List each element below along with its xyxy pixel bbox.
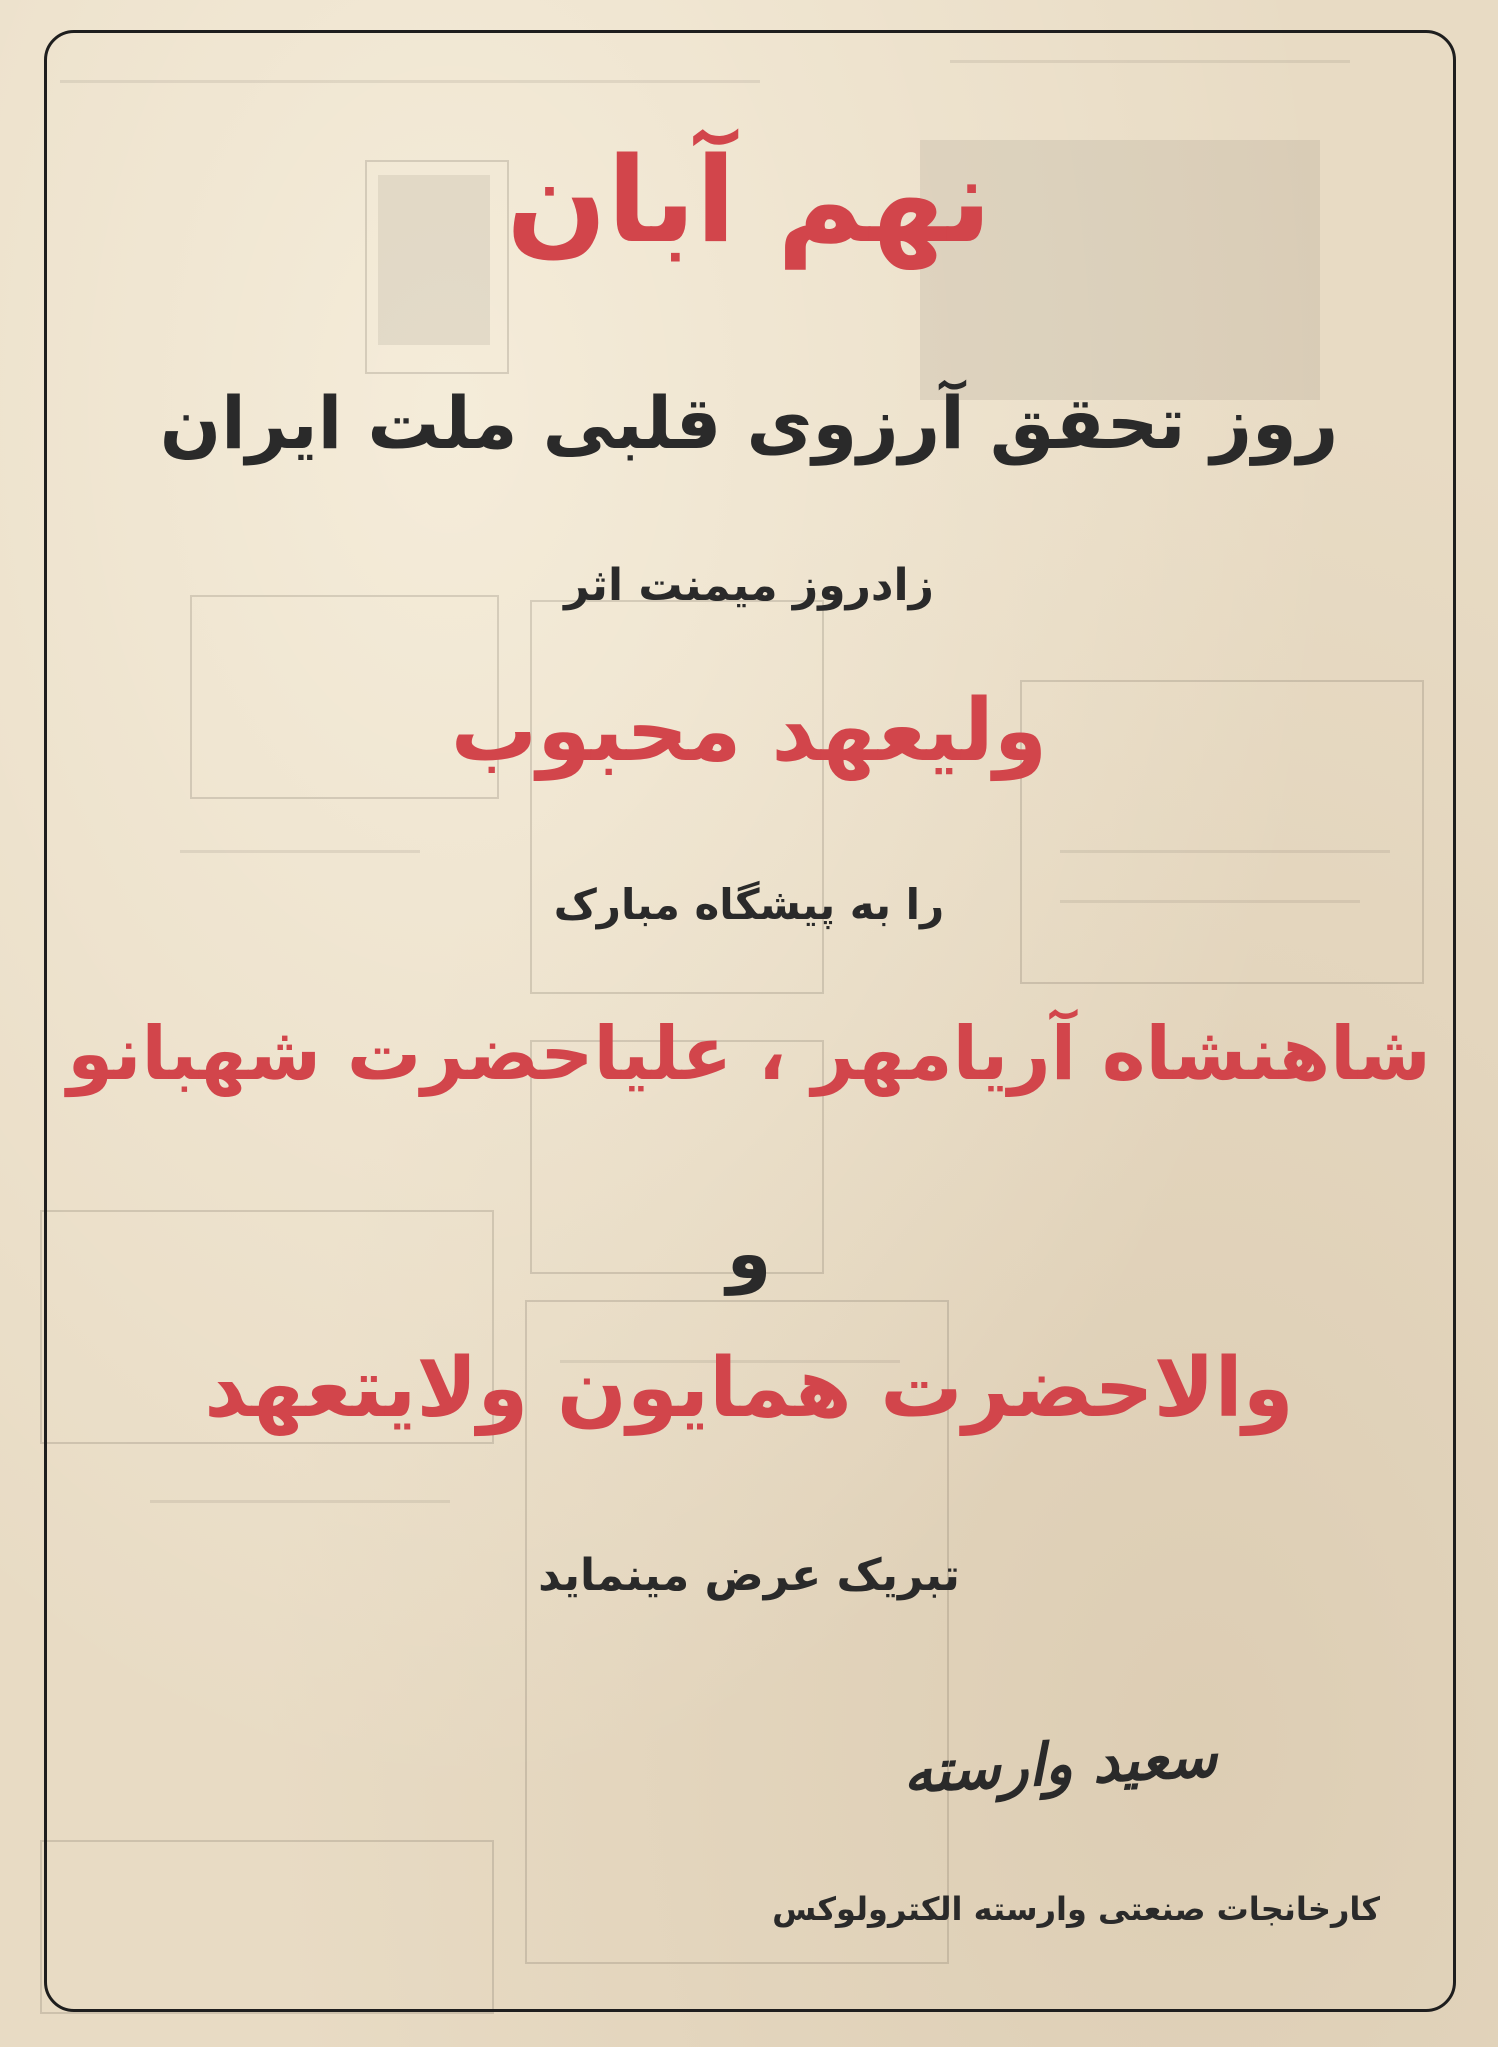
ad-line-crown-prince-title: والاحضرت همایون ولایتعهد	[204, 1341, 1294, 1436]
ad-line-shah-shahbanu: شاهنشاه آریامهر ، علیاحضرت شهبانو	[67, 1011, 1431, 1097]
ad-title: نهم آبان	[506, 131, 992, 269]
ad-line-occasion: روز تحقق آرزوی قلبی ملت ایران	[159, 381, 1339, 465]
ad-line-and: و	[726, 1211, 772, 1295]
ad-line-birthday: زادروز میمنت اثر	[564, 560, 934, 611]
ad-line-congratulations: تبریک عرض مینماید	[538, 1550, 960, 1601]
ad-signature: سعید وارسته	[901, 1721, 1219, 1807]
ad-line-presence: را به پیشگاه مبارک	[553, 880, 945, 929]
ad-company-name: کارخانجات صنعتی وارسته الکترولوکس	[772, 1890, 1380, 1928]
ad-line-crown-prince: ولیعهد محبوب	[450, 681, 1048, 781]
